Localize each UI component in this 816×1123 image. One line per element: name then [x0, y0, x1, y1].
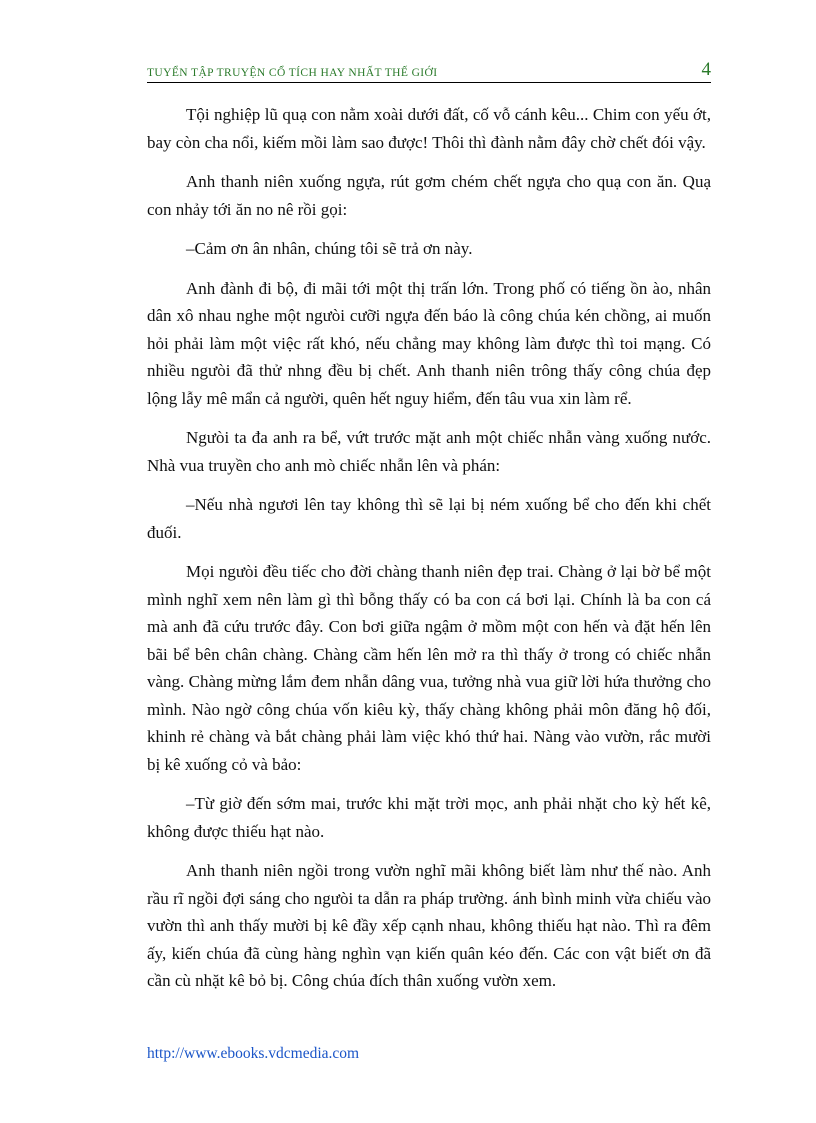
dialogue-line: –Từ giờ đến sớm mai, trước khi mặt trời mọc, anh phải nhặt cho kỳ hết kê, không được thiếu hạt nào.: [147, 794, 711, 841]
dialogue-line: –Nếu nhà ngươi lên tay không thì sẽ lại bị ném xuống bể cho đến khi chết đuối.: [147, 495, 711, 542]
footer-website-link[interactable]: http://www.ebooks.vdcmedia.com: [147, 1045, 360, 1062]
dialogue-line: –Cảm ơn ân nhân, chúng tôi sẽ trả ơn này.: [186, 239, 473, 258]
story-text: [147, 101, 711, 1007]
paragraph: Tội nghiệp lũ quạ con nằm xoài dưới đất, cố vỗ cánh kêu... Chim con yếu ớt, bay còn cha nổi, kiếm mồi làm sao được! Thôi thì đành nằm đây chờ chết đói vậy.: [147, 105, 711, 152]
book-title: TUYỂN TẬP TRUYỆN CỔ TÍCH HAY NHẤT THẾ GIỚI: [147, 67, 438, 79]
paragraph: Anh đành đi bộ, đi mãi tới một thị trấn lớn. Trong phố có tiếng ồn ào, nhân dân xô nhau nghe một ngưòi cưỡi ngựa đến báo là công chúa kén chồng, ai muốn hỏi phải làm một việc rất khó, nếu chẳng may không làm được thì toi mạng. Có nhiều ngưòi đã thử nhng đều bị chết. Anh thanh niên trông thấy công chúa đẹp lộng lẫy mê mẩn cả người, quên hết nguy hiểm, đến tâu vua xin làm rể.: [147, 278, 711, 408]
paragraph: Anh thanh niên ngồi trong vườn nghĩ mãi không biết làm như thế nào. Anh rầu rĩ ngồi đợi sáng cho ngưòi ta dẫn ra pháp trường. ánh bình minh vừa chiếu vào vườn thì anh thấy mười bị kê đầy xếp cạnh nhau, không thiếu hạt nào. Thì ra đêm ấy, kiến chúa đã cùng hàng nghìn vạn kiến quân kéo đến. Các con vật biết ơn đã cần cù nhặt kê bỏ bị. Công chúa đích thân xuống vườn xem.: [147, 861, 711, 990]
paragraph: Mọi ngưòi đều tiếc cho đời chàng thanh niên đẹp trai. Chàng ở lại bờ bể một mình nghĩ xem nên làm gì thì bỗng thấy có ba con cá bơi lại. Chính là ba con cá mà anh đã cứu trước đây. Con bơi giữa ngậm ở mồm một con hến và đặt hến lên bãi bể bên chân chàng. Chàng cầm hến lên mở ra thì thấy ở trong có chiếc nhẫn vàng. Chàng mừng lắm đem nhẫn dâng vua, tưởng nhà vua giữ lời hứa thưởng cho mình. Nào ngờ công chúa vốn kiêu kỳ, thấy chàng không phải môn đăng hộ đối, khinh rẻ chàng và bắt chàng phải làm việc khó thứ hai. Nàng vào vườn, rắc mười bị kê xuống cỏ và bảo:: [147, 562, 711, 774]
paragraph: Anh thanh niên xuống ngựa, rút gơm chém chết ngựa cho quạ con ăn. Quạ con nhảy tới ăn no nê rồi gọi:: [147, 172, 711, 219]
page-number: 4: [701, 59, 711, 80]
paragraph: Ngưòi ta đa anh ra bể, vứt trước mặt anh một chiếc nhẫn vàng xuống nước. Nhà vua truyền cho anh mò chiếc nhẫn lên và phán:: [147, 428, 711, 475]
page-header: [147, 60, 711, 83]
